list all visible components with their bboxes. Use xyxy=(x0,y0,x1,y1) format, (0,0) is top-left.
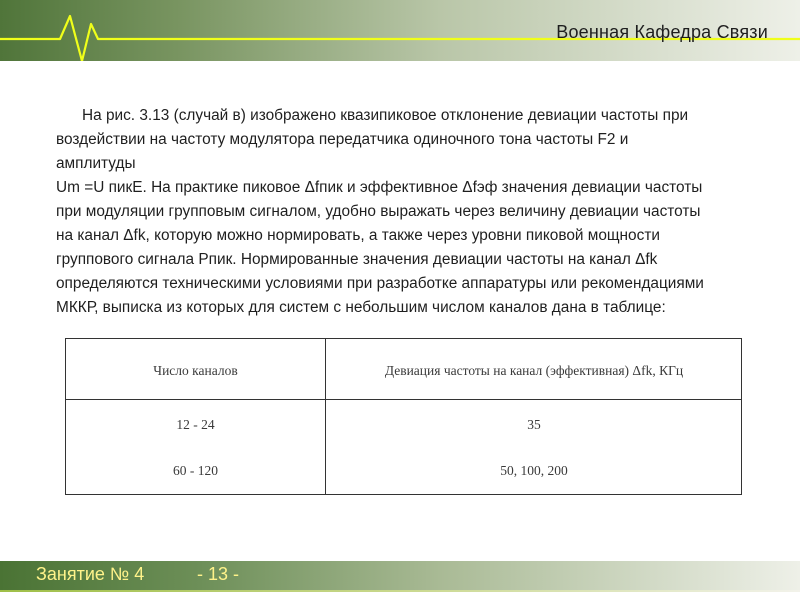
paragraph-line: МККР, выписка из которых для систем с небольшим числом каналов дана в таблице: xyxy=(56,299,666,316)
table-header-channels: Число каналов xyxy=(153,363,238,378)
paragraph-line: На рис. 3.13 (случай в) изображено квазипиковое отклонение девиации частоты при xyxy=(82,107,689,124)
paragraph-line: определяются техническими условиями при разработке аппаратуры или рекомендациями xyxy=(56,275,704,292)
footer-accent-line xyxy=(0,590,800,592)
table-cell: 60 - 120 xyxy=(173,463,218,478)
table-cell: 35 xyxy=(527,417,541,432)
paragraph-line: на канал Δfk, которую можно нормировать, а также через уровни пиковой мощности xyxy=(56,227,660,244)
lesson-label: Занятие № 4 xyxy=(36,564,145,584)
footer-bar xyxy=(0,561,800,590)
table-divider xyxy=(66,399,741,400)
paragraph-line: группового сигнала Рпик. Нормированные значения девиации частоты на канал Δfk xyxy=(56,251,658,268)
paragraph-line: амплитуды xyxy=(56,155,136,172)
table-header-deviation: Девиация частоты на канал (эффективная) Δfk, КГц xyxy=(384,363,684,378)
table-cell: 50, 100, 200 xyxy=(500,463,568,478)
deviation-table xyxy=(65,338,742,495)
paragraph-line: Um =U пикЕ. На практике пиковое Δfпик и эффективное Δfэф значения девиации частоты xyxy=(56,179,703,196)
paragraph-line: при модуляции групповым сигналом, удобно выражать через величину девиации частоты xyxy=(56,203,701,220)
body-paragraph xyxy=(56,104,756,320)
header-bar xyxy=(0,0,800,61)
header-title: Военная Кафедра Связи xyxy=(556,22,768,42)
page-number: - 13 - xyxy=(197,564,240,584)
table-cell: 12 - 24 xyxy=(176,417,215,432)
paragraph-line: воздействии на частоту модулятора передатчика одиночного тона частоты F2 и xyxy=(56,131,629,148)
